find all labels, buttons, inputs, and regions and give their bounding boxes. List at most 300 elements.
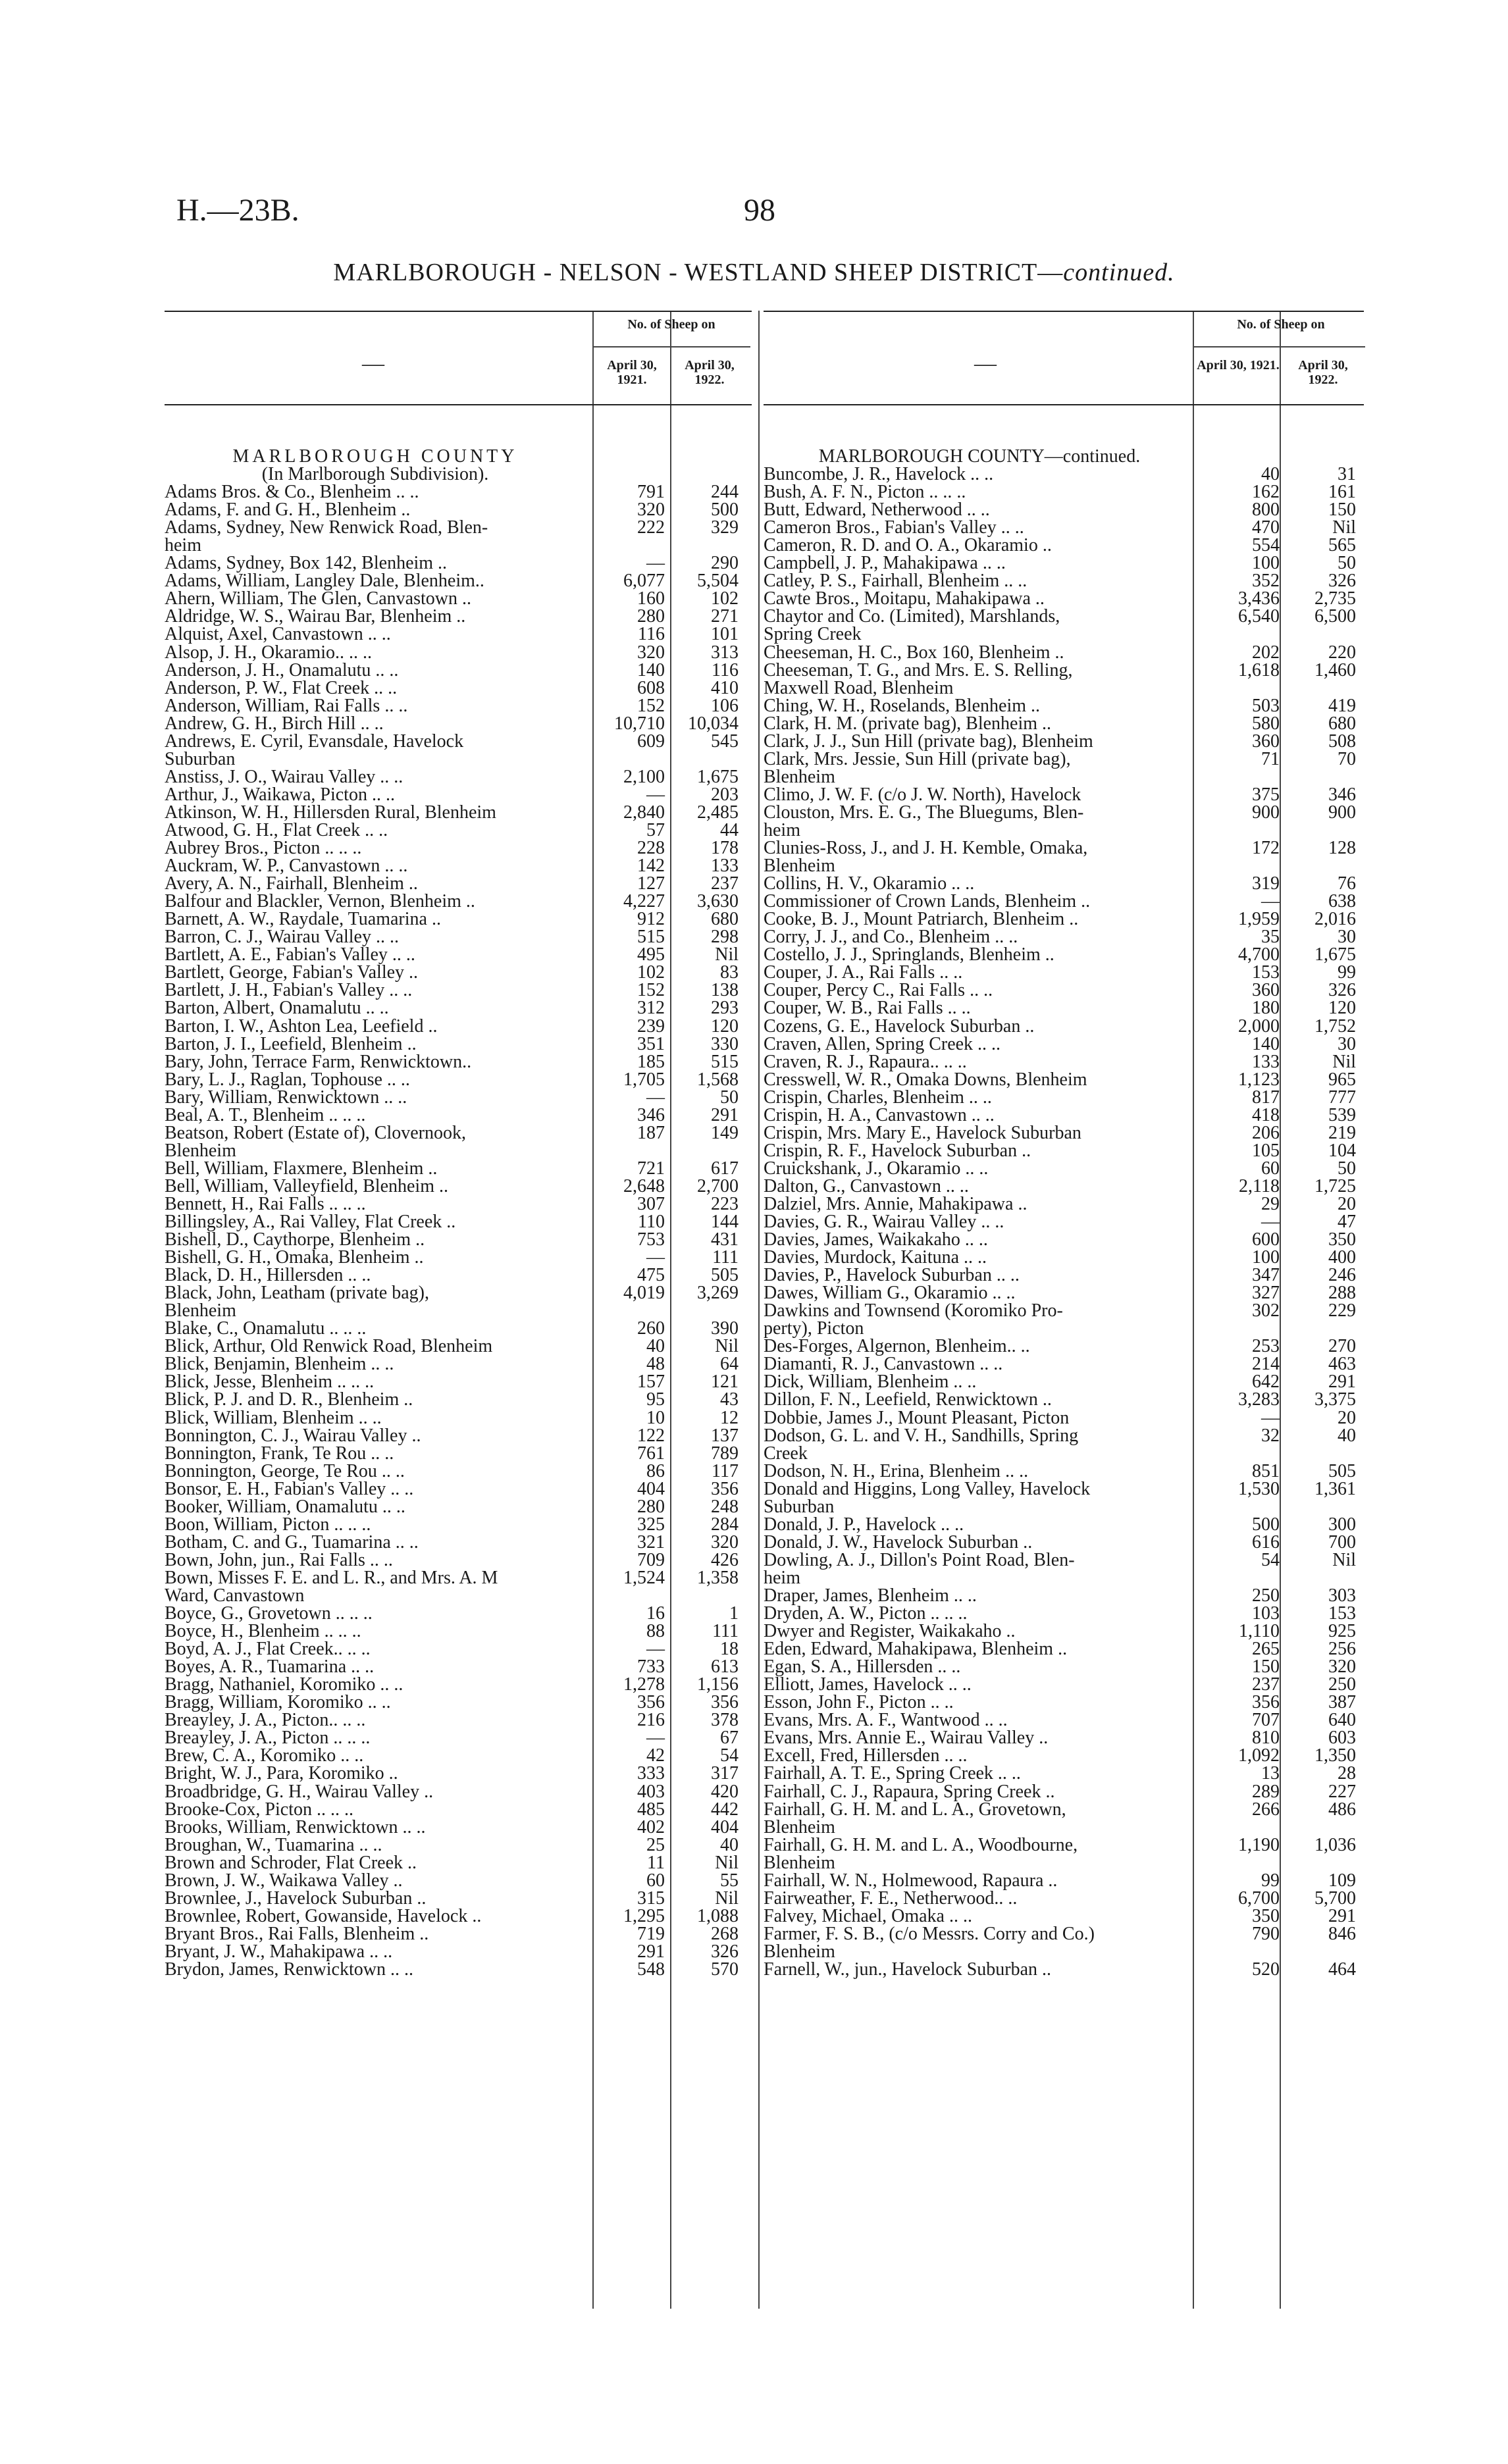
table-row bbox=[165, 1925, 752, 1943]
sheep-1922 bbox=[665, 536, 739, 554]
owner-name-address: Bryant, J. W., Mahakipawa .. .. bbox=[165, 1941, 393, 1962]
sheep-1921: 29 bbox=[1261, 1193, 1280, 1214]
sheep-1922 bbox=[665, 1142, 739, 1160]
table-row bbox=[764, 1071, 1364, 1089]
sheep-1921: 6,077 bbox=[623, 571, 665, 592]
table-row bbox=[764, 1551, 1364, 1569]
sheep-1921: 1,190 bbox=[1238, 1834, 1280, 1855]
sheep-1921: 347 bbox=[1252, 1265, 1280, 1286]
sheep-1921: 520 bbox=[1252, 1959, 1280, 1980]
table-row bbox=[165, 981, 752, 999]
sheep-1922: 47 bbox=[1338, 1212, 1356, 1233]
table-row bbox=[165, 1266, 752, 1284]
owner-name-address: Aubrey Bros., Picton .. .. .. bbox=[165, 838, 362, 859]
sheep-1922: 117 bbox=[712, 1460, 739, 1481]
table-row bbox=[764, 1747, 1364, 1764]
table-row bbox=[165, 1622, 752, 1640]
table-row bbox=[764, 1889, 1364, 1907]
table-row bbox=[764, 590, 1364, 607]
sheep-1921 bbox=[1195, 1320, 1280, 1337]
sheep-1921: 6,540 bbox=[1238, 606, 1280, 627]
table-row bbox=[165, 501, 752, 519]
sheep-1922: 40 bbox=[1338, 1425, 1356, 1446]
owner-name-address: Billingsley, A., Rai Valley, Flat Creek .. bbox=[165, 1212, 456, 1233]
sheep-1921: 1,278 bbox=[623, 1674, 665, 1695]
table-row bbox=[764, 483, 1364, 501]
owner-name-address: Boon, William, Picton .. .. .. bbox=[165, 1514, 371, 1535]
table-row bbox=[764, 786, 1364, 804]
sheep-1922: 431 bbox=[711, 1229, 739, 1250]
sheep-1922: 317 bbox=[711, 1763, 739, 1784]
sheep-1922: 442 bbox=[711, 1799, 739, 1820]
table-row bbox=[165, 857, 752, 875]
sheep-1921: 100 bbox=[1252, 1247, 1280, 1268]
owner-name-address: Broughan, W., Tuamarina .. .. bbox=[165, 1834, 382, 1855]
sheep-1922: 2,485 bbox=[697, 802, 739, 823]
sheep-1922 bbox=[1280, 1569, 1356, 1587]
owner-name-address: Brooke-Cox, Picton .. .. .. bbox=[165, 1799, 353, 1820]
sheep-1921: 237 bbox=[1252, 1674, 1280, 1695]
sheep-1922: 300 bbox=[1328, 1514, 1356, 1535]
sheep-1921: 1,123 bbox=[1238, 1069, 1280, 1090]
owner-name-address: Bonnington, C. J., Wairau Valley .. bbox=[165, 1425, 421, 1446]
sheep-1921: 325 bbox=[637, 1514, 665, 1535]
table-row bbox=[764, 928, 1364, 946]
table-row bbox=[764, 1142, 1364, 1160]
table-row bbox=[165, 786, 752, 804]
table-row bbox=[764, 1658, 1364, 1676]
sheep-1921: 475 bbox=[637, 1265, 665, 1286]
sheep-1922: 229 bbox=[1328, 1300, 1356, 1322]
sheep-1922: 271 bbox=[711, 606, 739, 627]
sheep-1921: 2,100 bbox=[623, 766, 665, 787]
owner-name-address: Couper, Percy C., Rai Falls .. .. bbox=[764, 980, 993, 1001]
sheep-1921: 291 bbox=[637, 1941, 665, 1962]
owner-name-address: Bonsor, E. H., Fabian's Valley .. .. bbox=[165, 1478, 414, 1499]
sheep-1922: 680 bbox=[1328, 713, 1356, 734]
table-row bbox=[165, 1213, 752, 1231]
sheep-1922: 508 bbox=[1328, 731, 1356, 752]
owner-name-address: Clark, Mrs. Jessie, Sun Hill (private bag), bbox=[764, 748, 1071, 769]
owner-name-address: Crispin, R. F., Havelock Suburban .. bbox=[764, 1140, 1031, 1161]
sheep-1921: 356 bbox=[637, 1692, 665, 1713]
owner-name-address: Donald, J. W., Havelock Suburban .. bbox=[764, 1531, 1033, 1553]
sheep-1922: 220 bbox=[1328, 642, 1356, 663]
sheep-1922: Nil bbox=[715, 1887, 739, 1909]
sheep-1922: Nil bbox=[715, 1336, 739, 1357]
table-row bbox=[764, 1177, 1364, 1195]
sheep-1922: 219 bbox=[1328, 1122, 1356, 1143]
table-row bbox=[165, 928, 752, 946]
table-row bbox=[764, 1445, 1364, 1462]
sheep-1922: 777 bbox=[1328, 1087, 1356, 1108]
sheep-1922: 1,036 bbox=[1314, 1834, 1356, 1855]
sheep-1922: 426 bbox=[711, 1549, 739, 1570]
sheep-1921: 99 bbox=[1261, 1870, 1280, 1891]
owner-name-address: Ching, W. H., Roselands, Blenheim .. bbox=[764, 695, 1040, 716]
left-table-header bbox=[165, 311, 752, 405]
owner-name-address: Boyce, G., Grovetown .. .. .. bbox=[165, 1603, 373, 1624]
sheep-1922: 486 bbox=[1328, 1799, 1356, 1820]
sheep-1921: 3,283 bbox=[1238, 1389, 1280, 1410]
sheep-1922: 149 bbox=[711, 1122, 739, 1143]
sheep-1922: 223 bbox=[711, 1193, 739, 1214]
sheep-1922: 64 bbox=[720, 1354, 739, 1375]
sheep-1921: 11 bbox=[647, 1852, 665, 1873]
owner-name-address: Blenheim bbox=[764, 1941, 835, 1962]
table-row bbox=[165, 875, 752, 892]
sheep-1922: 303 bbox=[1328, 1585, 1356, 1606]
sheep-1922: 30 bbox=[1338, 927, 1356, 948]
sheep-1921: 817 bbox=[1252, 1087, 1280, 1108]
owner-name-address: Dick, William, Blenheim .. .. bbox=[764, 1372, 977, 1393]
sheep-1922: 104 bbox=[1328, 1140, 1356, 1161]
col-1922-header: April 30, 1922. bbox=[1298, 358, 1348, 387]
sheep-1922: 137 bbox=[711, 1425, 739, 1446]
sheep-1921: 515 bbox=[637, 927, 665, 948]
header-dash: — bbox=[974, 351, 997, 376]
table-row bbox=[165, 1747, 752, 1764]
table-row bbox=[764, 1213, 1364, 1231]
owner-name-address: Cheeseman, T. G., and Mrs. E. S. Relling, bbox=[764, 659, 1073, 680]
sheep-1922: 111 bbox=[712, 1621, 739, 1642]
table-row bbox=[764, 519, 1364, 536]
table-row bbox=[764, 1248, 1364, 1266]
sheep-1921: 95 bbox=[646, 1389, 665, 1410]
table-row bbox=[764, 1587, 1364, 1604]
owner-name-address: Esson, John F., Picton .. .. bbox=[764, 1692, 954, 1713]
table-row bbox=[165, 1872, 752, 1889]
table-row bbox=[165, 804, 752, 821]
sheep-1921: 1,705 bbox=[623, 1069, 665, 1090]
sheep-1922: 1,675 bbox=[697, 766, 739, 787]
sheep-1921: 216 bbox=[637, 1710, 665, 1731]
sheep-1922 bbox=[1280, 1943, 1356, 1961]
sheep-1921: 642 bbox=[1252, 1372, 1280, 1393]
table-row bbox=[764, 1498, 1364, 1516]
sheep-1921: 721 bbox=[637, 1158, 665, 1179]
table-row bbox=[764, 1302, 1364, 1320]
table-row bbox=[165, 1783, 752, 1801]
table-row bbox=[165, 1907, 752, 1925]
table-row bbox=[165, 644, 752, 661]
owner-name-address: heim bbox=[764, 819, 800, 840]
owner-name-address: Boyce, H., Blenheim .. .. .. bbox=[165, 1621, 361, 1642]
sheep-1922: 40 bbox=[720, 1834, 739, 1855]
sheep-1921: 580 bbox=[1252, 713, 1280, 734]
sheep-1922: 28 bbox=[1338, 1763, 1356, 1784]
table-row bbox=[165, 1071, 752, 1089]
owner-name-address: Andrew, G. H., Birch Hill .. .. bbox=[165, 713, 384, 734]
sheep-1921: 810 bbox=[1252, 1728, 1280, 1749]
sheep-1922: 111 bbox=[712, 1247, 739, 1268]
owner-name-address: Evans, Mrs. A. F., Wantwood .. .. bbox=[764, 1710, 1008, 1731]
sheep-1922: 700 bbox=[1328, 1531, 1356, 1553]
sheep-1922: 326 bbox=[1328, 980, 1356, 1001]
sheep-1921: 352 bbox=[1252, 571, 1280, 592]
sheep-1922: 1,358 bbox=[697, 1567, 739, 1588]
sheep-1922: 3,375 bbox=[1314, 1389, 1356, 1410]
table-row bbox=[165, 1302, 752, 1320]
table-row bbox=[165, 1373, 752, 1391]
table-row bbox=[165, 1462, 752, 1480]
owner-name-address: Adams Bros. & Co., Blenheim .. .. bbox=[165, 482, 419, 503]
sheep-1921: 140 bbox=[1252, 1033, 1280, 1054]
sheep-1921: 548 bbox=[637, 1959, 665, 1980]
owner-name-address: Eden, Edward, Mahakipawa, Blenheim .. bbox=[764, 1639, 1068, 1660]
table-row bbox=[165, 625, 752, 643]
sheep-1922: 291 bbox=[711, 1104, 739, 1125]
table-row bbox=[764, 661, 1364, 679]
owner-name-address: Blenheim bbox=[764, 856, 835, 877]
table-row bbox=[165, 768, 752, 786]
sheep-1922: 31 bbox=[1338, 464, 1356, 485]
sheep-1922: 1,568 bbox=[697, 1069, 739, 1090]
table-row bbox=[165, 1498, 752, 1516]
owner-name-address: Ahern, William, The Glen, Canvastown .. bbox=[165, 588, 471, 609]
sheep-1921: 40 bbox=[1261, 464, 1280, 485]
sheep-1922: 121 bbox=[711, 1372, 739, 1393]
owner-name-address: Blick, Arthur, Old Renwick Road, Blenheim bbox=[165, 1336, 493, 1357]
sheep-1922 bbox=[665, 1587, 739, 1604]
sheep-1921: 222 bbox=[637, 517, 665, 538]
sheep-1921: 48 bbox=[646, 1354, 665, 1375]
owner-name-address: Donald and Higgins, Long Valley, Havelock bbox=[764, 1478, 1091, 1499]
sheep-1922: 83 bbox=[720, 962, 739, 983]
owner-name-address: Anstiss, J. O., Wairau Valley .. .. bbox=[165, 766, 403, 787]
owner-name-address: Dalziel, Mrs. Annie, Mahakipawa .. bbox=[764, 1193, 1027, 1214]
sheep-1921: 35 bbox=[1261, 927, 1280, 948]
sheep-1921: 100 bbox=[1252, 553, 1280, 574]
sheep-1922: 420 bbox=[711, 1781, 739, 1802]
sheep-1922: 505 bbox=[711, 1265, 739, 1286]
sheep-1922: 244 bbox=[711, 482, 739, 503]
sheep-1921 bbox=[1195, 625, 1280, 643]
table-row bbox=[764, 804, 1364, 821]
sheep-1921: 356 bbox=[1252, 1692, 1280, 1713]
owner-name-address: Aldridge, W. S., Wairau Bar, Blenheim .. bbox=[165, 606, 466, 627]
sheep-1921: 265 bbox=[1252, 1639, 1280, 1660]
table-row bbox=[764, 1622, 1364, 1640]
sheep-1922: 463 bbox=[1328, 1354, 1356, 1375]
sheep-1921: 16 bbox=[646, 1603, 665, 1624]
sheep-1921: 790 bbox=[1252, 1923, 1280, 1944]
sheep-1921 bbox=[1195, 679, 1280, 697]
sheep-1921: 157 bbox=[637, 1372, 665, 1393]
owner-name-address: Fairhall, G. H. M. and L. A., Grovetown, bbox=[764, 1799, 1066, 1820]
sheep-1921: 13 bbox=[1261, 1763, 1280, 1784]
table-row bbox=[165, 999, 752, 1017]
owner-name-address: Dryden, A. W., Picton .. .. .. bbox=[764, 1603, 968, 1624]
table-row bbox=[764, 1266, 1364, 1284]
sheep-1921: 250 bbox=[1252, 1585, 1280, 1606]
sheep-1922: 298 bbox=[711, 927, 739, 948]
sheep-1922: 900 bbox=[1328, 802, 1356, 823]
sheep-1921: 375 bbox=[1252, 784, 1280, 805]
sheep-1921: — bbox=[646, 784, 665, 805]
sheep-1922: 256 bbox=[1328, 1639, 1356, 1660]
owner-name-address: Brown, J. W., Waikawa Valley .. bbox=[165, 1870, 403, 1891]
table-row bbox=[764, 697, 1364, 715]
table-row bbox=[764, 963, 1364, 981]
table-row bbox=[165, 1533, 752, 1551]
sheep-1921: 153 bbox=[1252, 962, 1280, 983]
sheep-1922: 1,725 bbox=[1314, 1175, 1356, 1196]
sheep-1921: 900 bbox=[1252, 802, 1280, 823]
table-row bbox=[764, 750, 1364, 768]
table-row bbox=[764, 946, 1364, 963]
table-row bbox=[764, 572, 1364, 590]
table-row bbox=[764, 1106, 1364, 1124]
table-row bbox=[165, 1480, 752, 1498]
owner-name-address: Fairhall, W. N., Holmewood, Rapaura .. bbox=[764, 1870, 1058, 1891]
sheep-1921: — bbox=[1261, 1407, 1280, 1428]
sheep-1921: — bbox=[1261, 891, 1280, 912]
owner-name-address: Couper, W. B., Rai Falls .. .. bbox=[764, 998, 971, 1019]
table-row bbox=[165, 1195, 752, 1213]
sheep-1922: 120 bbox=[711, 1015, 739, 1037]
sheep-1922: Nil bbox=[1332, 517, 1356, 538]
owner-name-address: Corry, J. J., and Co., Blenheim .. .. bbox=[764, 927, 1018, 948]
table-row bbox=[165, 1516, 752, 1533]
sheep-1922: 12 bbox=[720, 1407, 739, 1428]
sheep-1921: — bbox=[646, 1639, 665, 1660]
table-row bbox=[764, 1035, 1364, 1053]
owner-name-address: Cooke, B. J., Mount Patriarch, Blenheim .. bbox=[764, 909, 1079, 930]
table-row bbox=[165, 1604, 752, 1622]
sheep-1921: 485 bbox=[637, 1799, 665, 1820]
sheep-1921: 733 bbox=[637, 1656, 665, 1678]
sheep-1922: 2,700 bbox=[697, 1175, 739, 1196]
sheep-1922: 329 bbox=[711, 517, 739, 538]
owner-name-address: Adams, William, Langley Dale, Blenheim.. bbox=[165, 571, 484, 592]
table-row bbox=[764, 821, 1364, 839]
table-row bbox=[165, 1427, 752, 1445]
table-row bbox=[165, 1587, 752, 1604]
page-number: 98 bbox=[744, 193, 775, 228]
table-row bbox=[764, 554, 1364, 572]
sheep-1921 bbox=[1195, 1818, 1280, 1836]
table-row bbox=[764, 465, 1364, 483]
table-row bbox=[165, 1764, 752, 1782]
owner-name-address: Black, John, Leatham (private bag), bbox=[165, 1283, 429, 1304]
owner-name-address: Egan, S. A., Hillersden .. .. bbox=[764, 1656, 961, 1678]
owner-name-address: Bary, L. J., Raglan, Tophouse .. .. bbox=[165, 1069, 410, 1090]
title-main: MARLBOROUGH - NELSON - WESTLAND SHEEP DISTRICT— bbox=[333, 259, 1064, 286]
table-row bbox=[764, 857, 1364, 875]
table-row bbox=[165, 590, 752, 607]
sheep-1921: — bbox=[1261, 1212, 1280, 1233]
sheep-1921 bbox=[586, 1587, 665, 1604]
sheep-1921: 403 bbox=[637, 1781, 665, 1802]
sheep-1921 bbox=[1195, 857, 1280, 875]
sheep-1921: 360 bbox=[1252, 980, 1280, 1001]
owner-name-address: Bennett, H., Rai Falls .. .. .. bbox=[165, 1193, 366, 1214]
sheep-1922: 356 bbox=[711, 1692, 739, 1713]
subdivision-heading bbox=[764, 448, 1364, 465]
sheep-1922: 106 bbox=[711, 695, 739, 716]
sheep-1922: 400 bbox=[1328, 1247, 1356, 1268]
document-code: H.—23B. bbox=[176, 193, 299, 228]
owner-name-address: Brydon, James, Renwicktown .. .. bbox=[165, 1959, 413, 1980]
sheep-1922: 570 bbox=[711, 1959, 739, 1980]
sheep-1921 bbox=[1195, 768, 1280, 786]
sheep-1921: 127 bbox=[637, 873, 665, 894]
sheep-1921: 266 bbox=[1252, 1799, 1280, 1820]
sheep-1921: 1,959 bbox=[1238, 909, 1280, 930]
owner-name-address: Costello, J. J., Springlands, Blenheim .. bbox=[764, 944, 1054, 965]
sheep-1921: 4,019 bbox=[623, 1283, 665, 1304]
sheep-1922: 1,350 bbox=[1314, 1745, 1356, 1766]
owner-name-address: Crispin, Mrs. Mary E., Havelock Suburban bbox=[764, 1122, 1081, 1143]
sheep-1921: 350 bbox=[1252, 1905, 1280, 1926]
sheep-1921: 302 bbox=[1252, 1300, 1280, 1322]
owner-name-address: Blenheim bbox=[764, 766, 835, 787]
owner-name-address: Bary, John, Terrace Farm, Renwicktown.. bbox=[165, 1051, 472, 1072]
owner-name-address: Bell, William, Flaxmere, Blenheim .. bbox=[165, 1158, 438, 1179]
sheep-1922: 680 bbox=[711, 909, 739, 930]
sheep-1921: 791 bbox=[637, 482, 665, 503]
sheep-1922 bbox=[1280, 1854, 1356, 1872]
owner-name-address: Des-Forges, Algernon, Blenheim.. .. bbox=[764, 1336, 1030, 1357]
sheep-1922: 1,675 bbox=[1314, 944, 1356, 965]
sheep-1922: 313 bbox=[711, 642, 739, 663]
table-row bbox=[165, 1961, 752, 1978]
sheep-1922: 326 bbox=[711, 1941, 739, 1962]
sheep-1921: 2,000 bbox=[1238, 1015, 1280, 1037]
table-row bbox=[165, 1391, 752, 1408]
owner-name-address: Boyes, A. R., Tuamarina .. .. bbox=[165, 1656, 375, 1678]
sheep-1921: 180 bbox=[1252, 998, 1280, 1019]
owner-name-address: Bartlett, A. E., Fabian's Valley .. .. bbox=[165, 944, 415, 965]
sheep-1922: 250 bbox=[1328, 1674, 1356, 1695]
table-row bbox=[165, 839, 752, 857]
sheep-1922 bbox=[1280, 1498, 1356, 1516]
sheep-1922: 161 bbox=[1328, 482, 1356, 503]
sheep-1922: 237 bbox=[711, 873, 739, 894]
table-row bbox=[764, 1373, 1364, 1391]
owner-name-address: Crispin, Charles, Blenheim .. .. bbox=[764, 1087, 992, 1108]
sheep-1921: 418 bbox=[1252, 1104, 1280, 1125]
sheep-1922: 203 bbox=[711, 784, 739, 805]
sheep-1922: 515 bbox=[711, 1051, 739, 1072]
table-row bbox=[764, 679, 1364, 697]
table-row bbox=[764, 1961, 1364, 1978]
table-row bbox=[764, 892, 1364, 910]
sheep-1921: 202 bbox=[1252, 642, 1280, 663]
table-row bbox=[764, 1462, 1364, 1480]
owner-name-address: Fairhall, G. H. M. and L. A., Woodbourne, bbox=[764, 1834, 1078, 1855]
owner-name-address: Blenheim bbox=[165, 1140, 236, 1161]
sheep-1922: 356 bbox=[711, 1478, 739, 1499]
table-row bbox=[165, 892, 752, 910]
sheep-1922 bbox=[665, 1302, 739, 1320]
owner-name-address: Atwood, G. H., Flat Creek .. .. bbox=[165, 819, 388, 840]
owner-name-address: MARLBOROUGH COUNTY—continued. bbox=[818, 446, 1141, 467]
owner-name-address: Bishell, D., Caythorpe, Blenheim .. bbox=[165, 1229, 425, 1250]
sheep-1921: 140 bbox=[637, 659, 665, 680]
sheep-1922: 350 bbox=[1328, 1229, 1356, 1250]
table-row bbox=[764, 1764, 1364, 1782]
table-row bbox=[764, 1569, 1364, 1587]
sheep-1921: 214 bbox=[1252, 1354, 1280, 1375]
sheep-1921: 102 bbox=[637, 962, 665, 983]
table-row bbox=[165, 732, 752, 750]
owner-name-address: Maxwell Road, Blenheim bbox=[764, 677, 954, 698]
owner-name-address: Dobbie, James J., Mount Pleasant, Picton bbox=[764, 1407, 1070, 1428]
table-row bbox=[764, 644, 1364, 661]
table-row bbox=[165, 572, 752, 590]
